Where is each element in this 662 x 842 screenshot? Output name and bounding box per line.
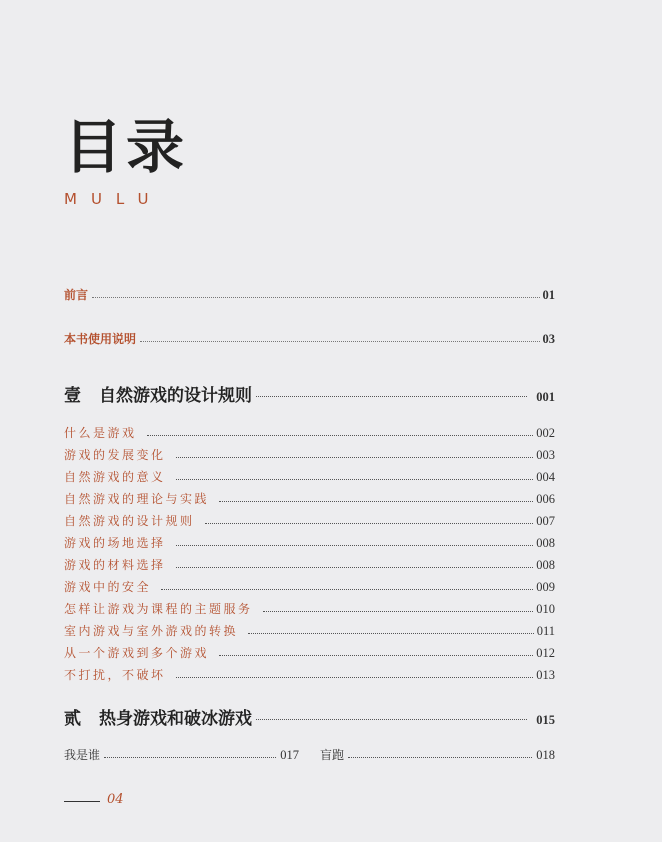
toc-entry[interactable] — [64, 446, 555, 463]
chapter-page: 001 — [536, 390, 555, 404]
toc-entry-page: 011 — [536, 624, 555, 638]
toc-entry-label: 什么是游戏 — [64, 426, 137, 440]
footer-rule — [64, 801, 100, 802]
toc-entry-label: 游戏的发展变化 — [64, 448, 166, 462]
toc-entry[interactable] — [64, 556, 555, 573]
toc-entry-page: 008 — [536, 558, 555, 572]
page-number: 04 — [107, 792, 124, 807]
toc-entry-label: 自然游戏的设计规则 — [64, 514, 195, 528]
toc-entry-page: 017 — [280, 748, 299, 762]
toc-entry-label: 我是谁 — [64, 748, 101, 762]
dot-leader — [205, 522, 534, 524]
toc-chapter-1[interactable] — [64, 381, 555, 406]
dot-leader — [219, 500, 533, 502]
toc-entry-page: 012 — [536, 646, 555, 660]
toc-entry[interactable] — [64, 644, 555, 661]
toc-entry[interactable] — [320, 746, 555, 763]
chapter-page: 015 — [536, 713, 555, 727]
page-title: 目录 — [64, 113, 189, 181]
dot-leader — [176, 566, 534, 568]
toc-entry[interactable] — [64, 578, 555, 595]
toc-entry-preface[interactable] — [64, 286, 555, 303]
dot-leader — [140, 340, 539, 342]
page-subtitle: MULU — [64, 190, 163, 208]
toc-entry-label: 前言 — [64, 288, 89, 302]
toc-entry[interactable] — [64, 468, 555, 485]
dot-leader — [248, 632, 534, 634]
toc-entry-page: 008 — [536, 536, 555, 550]
dot-leader — [256, 718, 527, 720]
toc-entry-page: 002 — [536, 426, 555, 440]
toc-entry-label: 本书使用说明 — [64, 332, 137, 346]
toc-entry[interactable] — [64, 622, 555, 639]
dot-leader — [348, 756, 532, 758]
dot-leader — [176, 676, 534, 678]
toc-entry[interactable] — [64, 512, 555, 529]
toc-entry-label: 怎样让游戏为课程的主题服务 — [64, 602, 253, 616]
toc-entry-label: 室内游戏与室外游戏的转换 — [64, 624, 239, 638]
toc-entry-page: 010 — [536, 602, 555, 616]
toc-entry-page: 006 — [536, 492, 555, 506]
toc-entry-page: 004 — [536, 470, 555, 484]
toc-entry-label: 自然游戏的意义 — [64, 470, 166, 484]
toc-entry-label: 游戏中的安全 — [64, 580, 152, 594]
toc-entry[interactable] — [64, 490, 555, 507]
chapter-title: 自然游戏的设计规则 — [99, 386, 252, 406]
chapter-number: 贰 — [64, 709, 81, 729]
dot-leader — [219, 654, 533, 656]
toc-entry-instructions[interactable] — [64, 330, 555, 347]
toc-chapter-2[interactable] — [64, 704, 555, 729]
dot-leader — [256, 395, 527, 397]
toc-entry-page: 003 — [536, 448, 555, 462]
toc-entry[interactable] — [64, 600, 555, 617]
toc-entry[interactable] — [64, 666, 555, 683]
toc-entry-page: 013 — [536, 668, 555, 682]
toc-entry-page: 018 — [536, 748, 555, 762]
toc-entry[interactable] — [64, 424, 555, 441]
toc-entry-page: 01 — [542, 288, 555, 302]
dot-leader — [176, 544, 534, 546]
toc-entry-label: 不打扰，不破坏 — [64, 668, 166, 682]
chapter-title: 热身游戏和破冰游戏 — [99, 709, 252, 729]
toc-entry-label: 自然游戏的理论与实践 — [64, 492, 210, 506]
dot-leader — [176, 456, 534, 458]
dot-leader — [161, 588, 533, 590]
dot-leader — [92, 296, 539, 298]
dot-leader — [176, 478, 534, 480]
chapter-number: 壹 — [64, 386, 81, 406]
toc-entry-page: 009 — [536, 580, 555, 594]
toc-entry[interactable] — [64, 746, 299, 763]
toc-entry-label: 游戏的材料选择 — [64, 558, 166, 572]
toc-entry[interactable] — [64, 534, 555, 551]
toc-entry-label: 从一个游戏到多个游戏 — [64, 646, 210, 660]
toc-entry-label: 游戏的场地选择 — [64, 536, 166, 550]
toc-entry-label: 盲跑 — [320, 748, 345, 762]
toc-entry-page: 03 — [542, 332, 555, 346]
dot-leader — [104, 756, 276, 758]
dot-leader — [147, 434, 534, 436]
dot-leader — [263, 610, 534, 612]
toc-entry-page: 007 — [536, 514, 555, 528]
